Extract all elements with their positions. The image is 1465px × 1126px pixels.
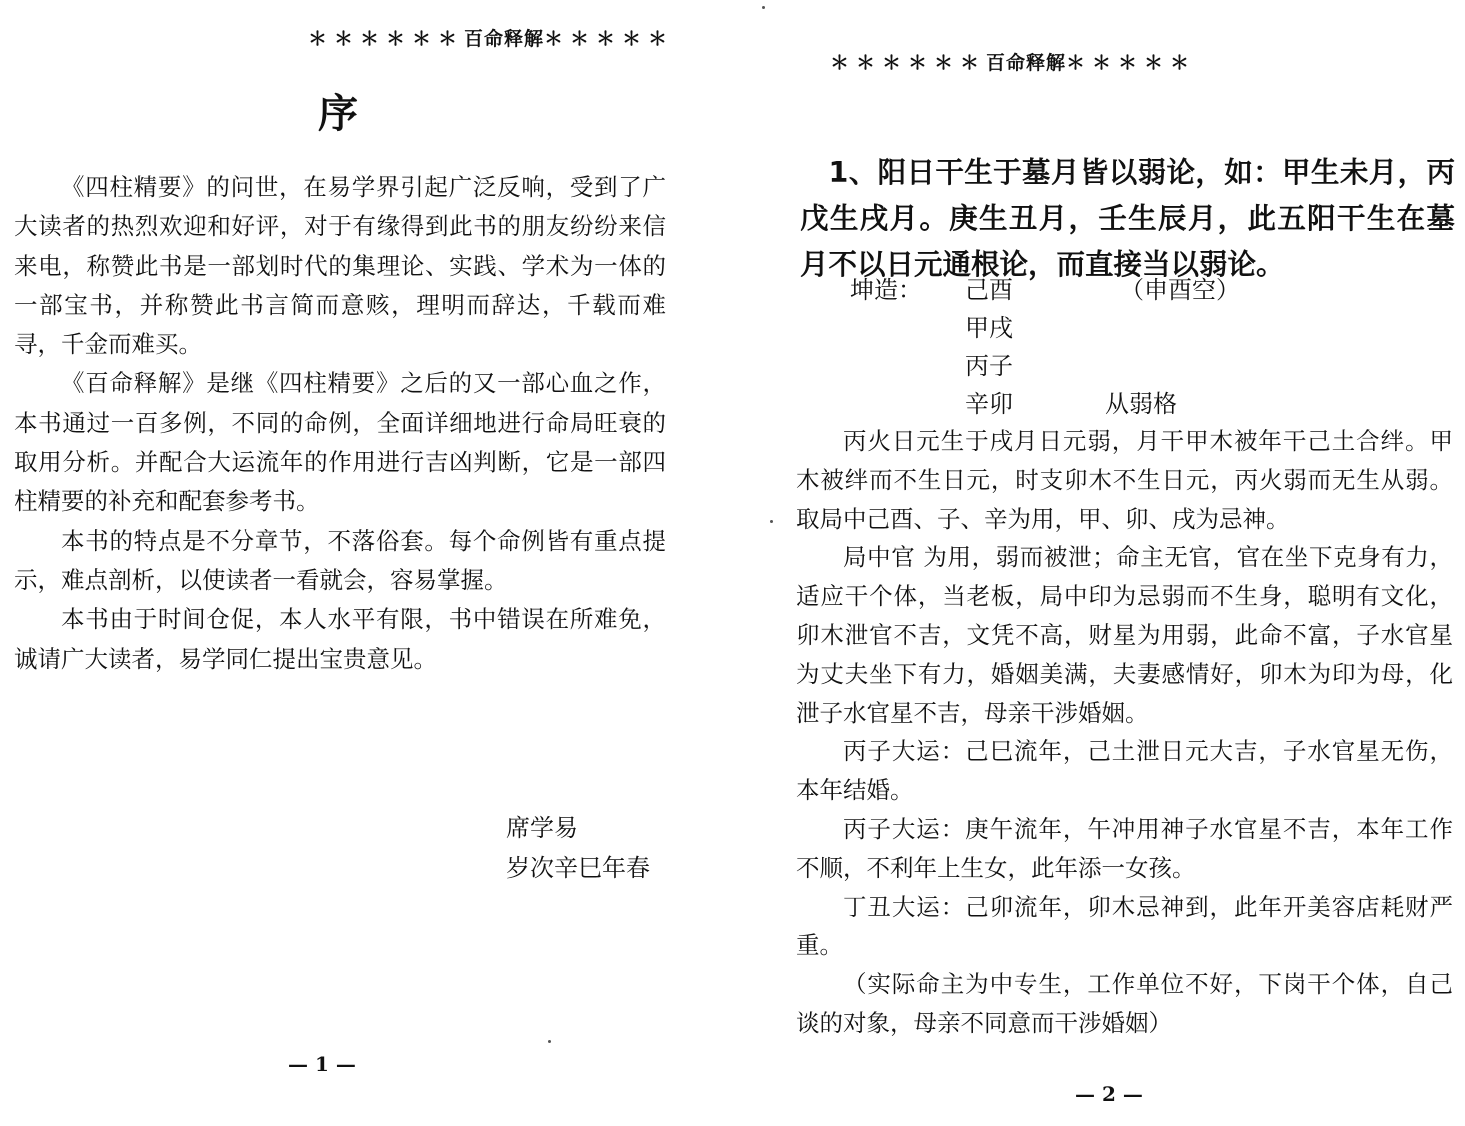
signature	[506, 808, 650, 888]
paragraph: 局中官 为用，弱而被泄；命主无官，官在坐下克身有力，适应干个体，当老板，局中印为忌弱而不生身，聪明有文化，卯木泄官不吉，文凭不高，财星为用弱，此命不富，子水官星为丈夫坐下有力，婚姻美满，夫妻感情好，卯木为印为母，化泄子水官星不吉，母亲干涉婚姻。	[796, 543, 1453, 727]
running-header	[830, 48, 1196, 75]
day-pillar: 丙子	[965, 352, 1013, 380]
scan-speck	[548, 1040, 551, 1043]
paragraph: 丙子大运：己巳流年，己土泄日元大吉，子水官星无伤，本年结婚。	[796, 737, 1453, 805]
paragraph: 本书的特点是不分章节，不落俗套。每个命例皆有重点提示，难点剖析，以使读者一看就会，容易掌握。	[14, 526, 666, 594]
header-stars-right: ＊＊＊＊＊	[544, 28, 675, 50]
running-header	[308, 24, 674, 51]
signature-author: 席学易	[506, 814, 578, 842]
header-stars-left: ＊＊＊＊＊＊	[830, 52, 987, 74]
signature-date: 岁次辛巳年春	[506, 854, 650, 882]
page-number: — 2 —	[1075, 1082, 1143, 1106]
hour-pillar: 辛卯	[965, 390, 1013, 418]
paragraph: （实际命主为中专生，工作单位不好，下岗干个体，自己谈的对象，母亲不同意而干涉婚姻）	[796, 970, 1453, 1037]
rule-heading	[800, 150, 1455, 288]
paragraph: 本书由于时间仓促，本人水平有限，书中错误在所难免，诚请广大读者，易学同仁提出宝贵意见。	[14, 605, 666, 673]
header-title: 百命释解	[464, 28, 545, 50]
paragraph: 丙子大运：庚午流年，午冲用神子水官星不吉，本年工作不顺，不利年上生女，此年添一女孩。	[796, 814, 1453, 882]
chart-note-void: （申酉空）	[1120, 276, 1240, 304]
chart-pattern: 从弱格	[1105, 390, 1177, 418]
scan-speck	[770, 520, 773, 523]
header-title: 百命释解	[986, 52, 1067, 74]
paragraph: 丙火日元生于戌月日元弱，月干甲木被年干己土合绊。甲木被绊而不生日元，时支卯木不生日元，丙火弱而无生从弱。取局中己酉、子、辛为用，甲、卯、戌为忌神。	[796, 427, 1453, 533]
page-number: — 1 —	[288, 1052, 356, 1076]
page-title: 序	[318, 90, 358, 137]
paragraph: 丁丑大运：己卯流年，卯木忌神到，此年开美容店耗财严重。	[796, 892, 1453, 960]
scan-speck	[762, 6, 765, 9]
paragraph: 《百命释解》是继《四柱精要》之后的又一部心血之作，本书通过一百多例，不同的命例，全面详细地进行命局旺衰的取用分析。并配合大运流年的作用进行吉凶判断，它是一部四柱精要的补充和配套参考书。	[14, 369, 666, 516]
header-stars-right: ＊＊＊＊＊	[1066, 52, 1197, 74]
year-pillar: 己酉	[965, 276, 1013, 304]
right-page	[760, 0, 1465, 1126]
chart-label: 坤造：	[850, 276, 922, 304]
analysis-body	[796, 422, 1453, 1043]
preface-body	[14, 168, 666, 679]
month-pillar: 甲戌	[965, 314, 1013, 342]
left-page	[0, 0, 700, 1126]
paragraph: 《四柱精要》的问世，在易学界引起广泛反响，受到了广大读者的热烈欢迎和好评，对于有缘得到此书的朋友纷纷来信来电，称赞此书是一部划时代的集理论、实践、学术为一体的一部宝书，并称赞此书言简而意赅，理明而辞达，千载而难寻，千金而难买。	[14, 173, 666, 359]
rule-heading-text: 1、阳日干生于墓月皆以弱论，如：甲生未月，丙戊生戌月。庚生丑月，壬生辰月，此五阳干生在墓月不以日元通根论，而直接当以弱论。	[800, 156, 1455, 281]
header-stars-left: ＊＊＊＊＊＊	[308, 28, 465, 50]
